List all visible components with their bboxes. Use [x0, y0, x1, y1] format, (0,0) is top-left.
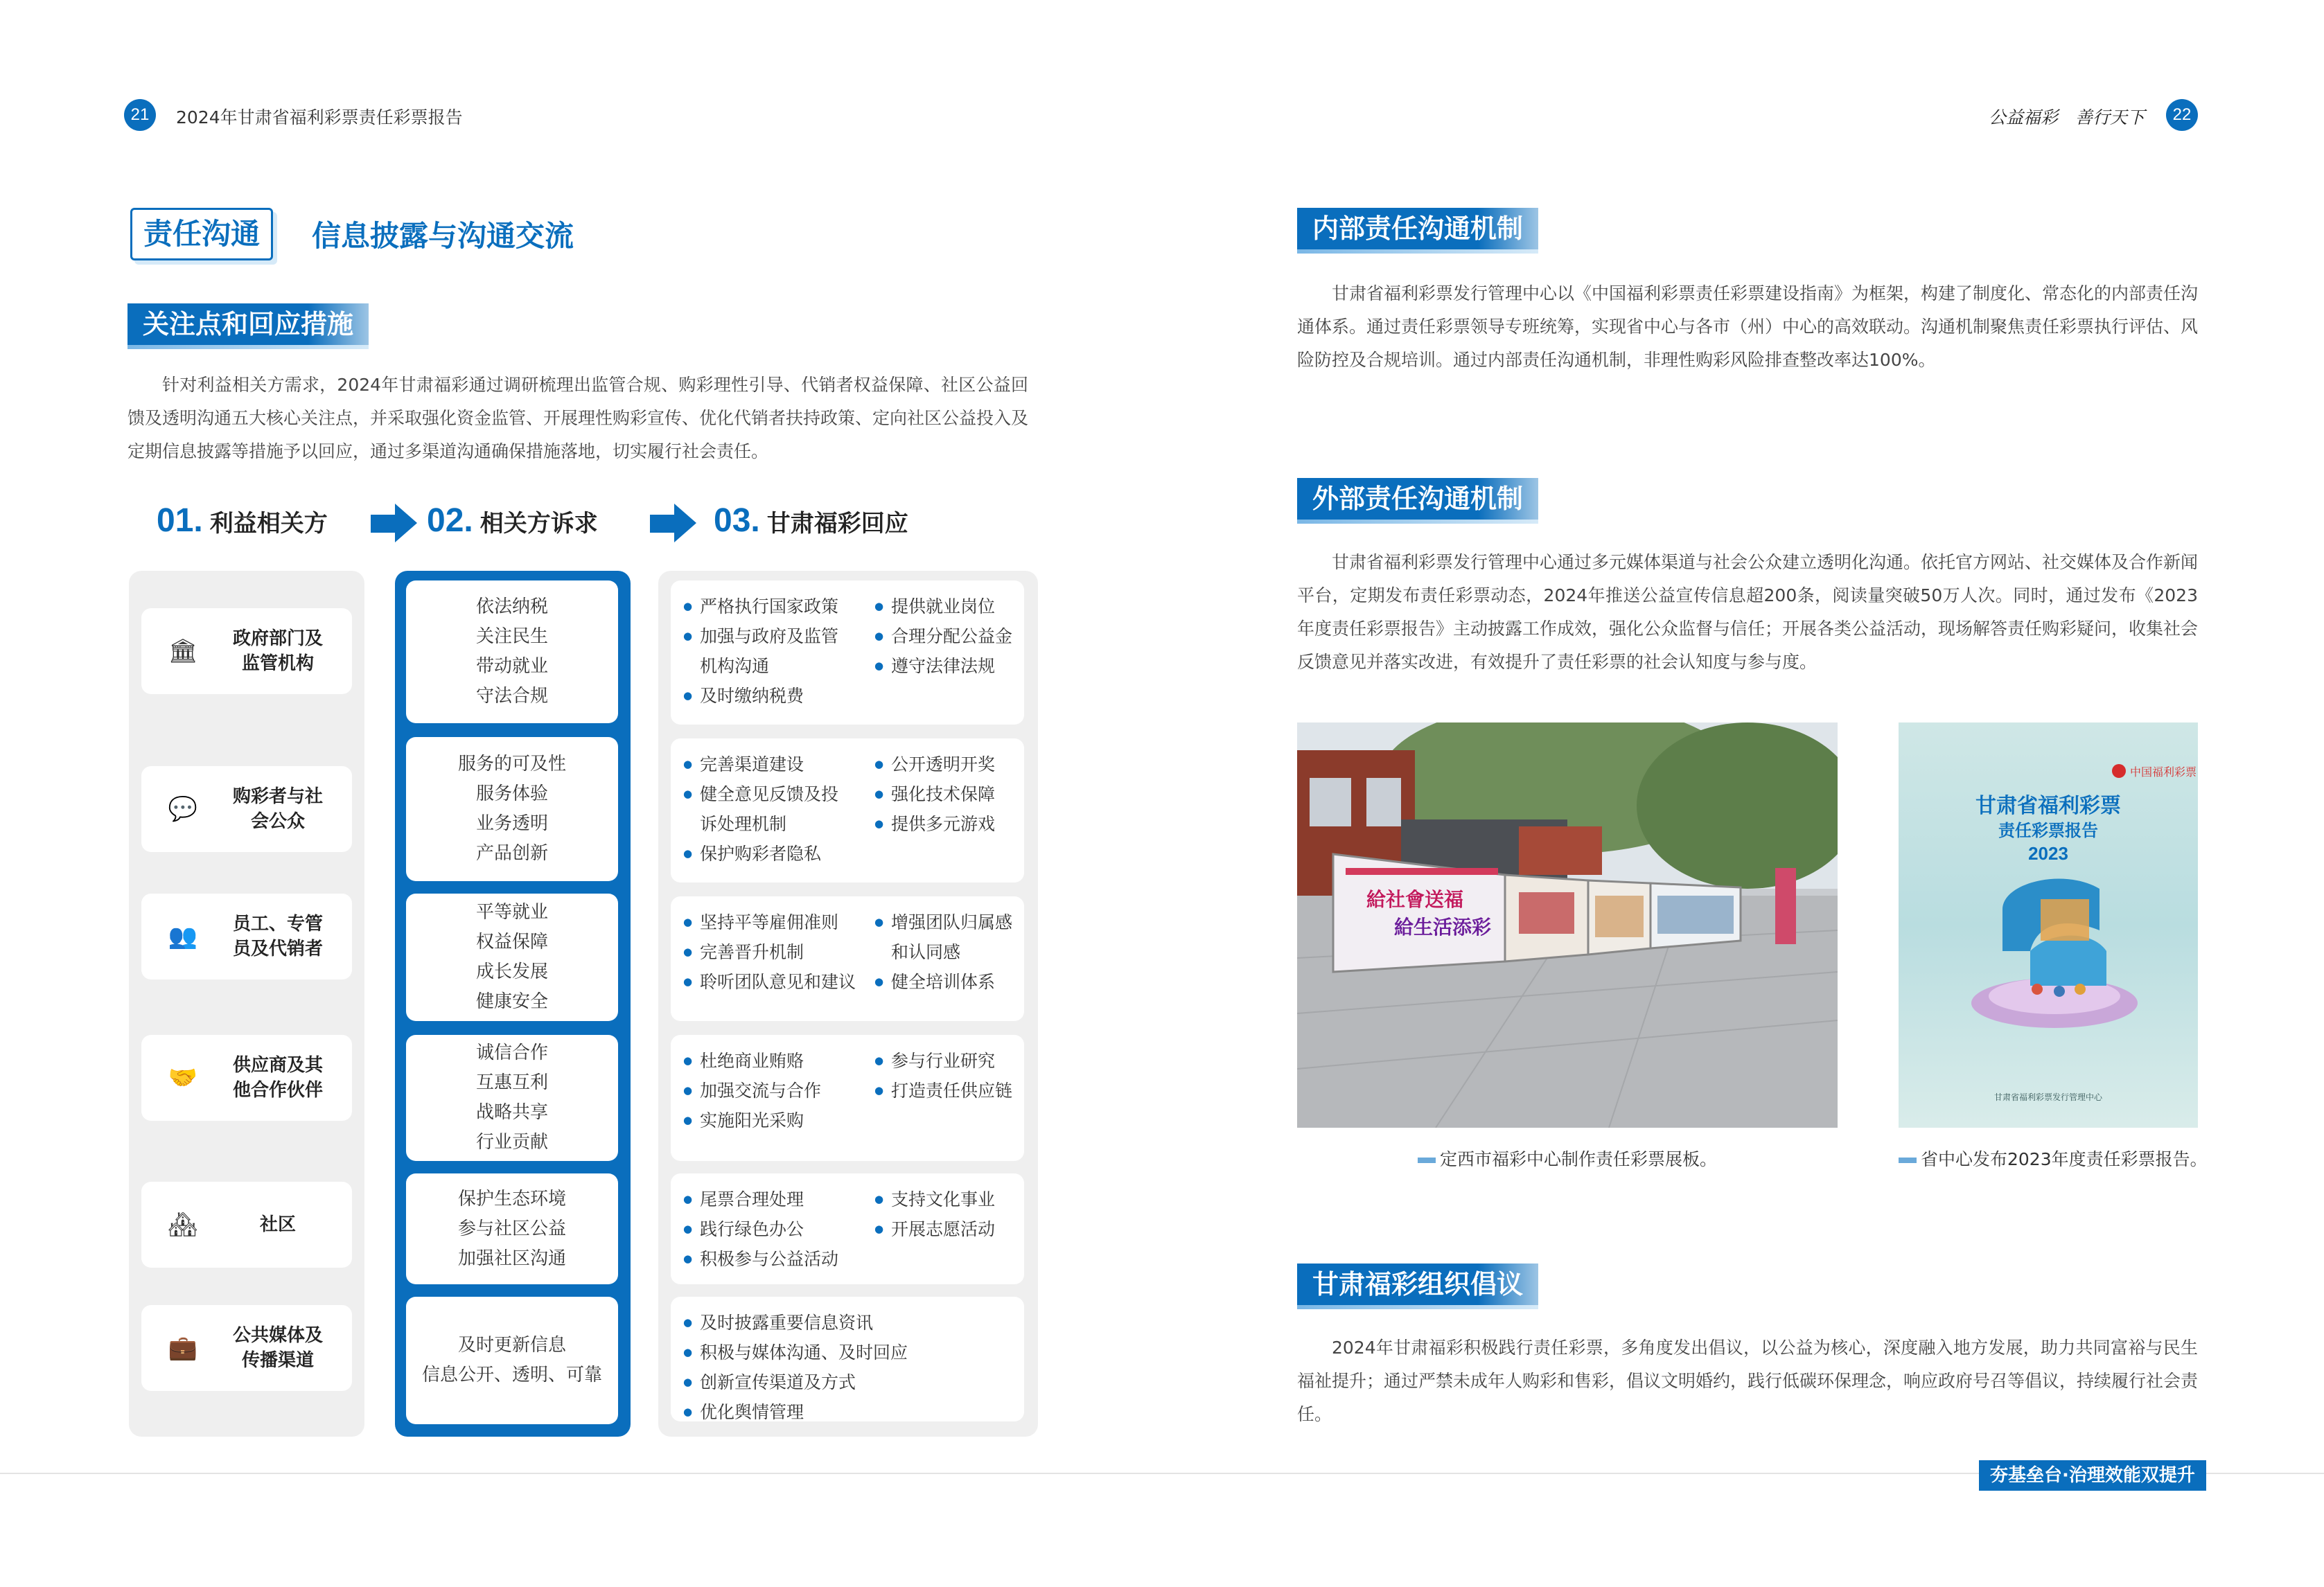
demand-card	[406, 737, 618, 881]
response-line: ● 加强交流与合作	[700, 1081, 822, 1101]
response-card	[671, 1173, 1024, 1284]
response-card	[671, 580, 1024, 725]
demand-item: 产品创新	[475, 843, 548, 864]
report-title-header: 2024年甘肃省福利彩票责任彩票报告	[176, 107, 463, 127]
right-page-number: 22	[2166, 99, 2198, 131]
demand-item: 关注民生	[475, 626, 548, 647]
response-item	[700, 681, 804, 711]
demand-card	[406, 894, 618, 1021]
demand-item: 行业贡献	[475, 1132, 548, 1153]
demand-item: 平等就业	[475, 902, 548, 923]
response-line: ● 强化技术保障	[891, 784, 996, 804]
response-line: ● 积极与媒体沟通、及时回应	[700, 1342, 908, 1363]
response-item	[700, 1046, 804, 1076]
response-line: ● 打造责任供应链	[891, 1081, 1013, 1101]
stakeholder-card	[141, 894, 352, 979]
response-item	[700, 967, 856, 997]
response-line: ● 创新宣传渠道及方式	[700, 1372, 856, 1392]
stakeholder-card	[141, 1305, 352, 1391]
step-arrow-1-bar	[371, 515, 396, 533]
stakeholder-card	[141, 608, 352, 694]
stakeholder-name: 社区	[259, 1214, 296, 1235]
step-3-number: 03.	[714, 502, 760, 539]
internal-mechanism-text: 甘肃省福利彩票发行管理中心以《中国福利彩票责任彩票建设指南》为框架，构建了制度化、常态化的内部责任沟通体系。通过责任彩票领导专班统筹，实现省中心与各市（州）中心的高效联动。沟通机制聚焦责任彩票执行评估、风险防控及合规培训。通过内部责任沟通机制，非理性购彩风险排查整改率达100%。	[1297, 283, 2199, 370]
response-line: ● 提供多元游戏	[891, 814, 996, 834]
demand-item: 带动就业	[475, 656, 548, 677]
response-line: ● 合理分配公益金	[891, 626, 1013, 646]
government-building-icon: 🏛	[168, 637, 198, 665]
response-line: ● 加强与政府及监管	[700, 626, 839, 646]
response-line: ● 及时缴纳税费	[700, 686, 804, 706]
response-item	[891, 750, 995, 779]
step-3	[714, 502, 908, 540]
response-line: ● 支持文化事业	[891, 1189, 996, 1209]
demand-item: 战略共享	[475, 1102, 548, 1123]
initiative-text: 2024年甘肃福彩积极践行责任彩票，多角度发出倡议，以公益为核心，深度融入地方发展，助力共同富裕与民生福祉提升；通过严禁未成年人购彩和售彩，倡议文明婚约，践行低碳环保理念，响应政府号召等倡议，持续履行社会责任。	[1297, 1338, 2199, 1424]
response-item	[700, 1338, 908, 1367]
response-line: ● 健全意见反馈及投	[700, 784, 839, 804]
footer-divider	[0, 1473, 2324, 1474]
report-cover-image	[1899, 722, 2198, 1128]
response-item	[891, 1185, 995, 1214]
step-1-label: 利益相关方	[209, 510, 328, 538]
media-briefcase-icon: 💼	[168, 1334, 198, 1362]
response-line: ● 聆听团队意见和建议	[700, 972, 856, 992]
demand-card	[406, 1173, 618, 1284]
initiative-title: 甘肃福彩组织倡议	[1297, 1264, 1538, 1305]
response-item	[891, 809, 995, 839]
response-item	[891, 779, 995, 809]
demand-item: 成长发展	[475, 961, 548, 982]
demand-item: 业务透明	[475, 813, 548, 834]
step-arrow-2-bar	[650, 515, 675, 533]
demand-card	[406, 580, 618, 723]
response-card	[671, 896, 1024, 1021]
demand-card	[406, 1297, 618, 1424]
cover-year: 2023	[2028, 843, 2068, 864]
response-line: ● 坚持平等雇佣准则	[700, 912, 839, 932]
step-2-label: 相关方诉求	[479, 510, 598, 538]
response-line: ● 及时披露重要信息资讯	[700, 1313, 874, 1333]
response-item	[700, 1244, 838, 1274]
stakeholder-name: 政府部门及监管机构	[232, 628, 323, 674]
step-arrow-2-icon	[674, 504, 696, 542]
response-line: ● 遵守法律法规	[891, 656, 996, 676]
demand-item: 参与社区公益	[457, 1218, 566, 1239]
footer-tag: 夯基垒台·治理效能双提升	[1979, 1460, 2206, 1491]
response-line: ● 尾票合理处理	[700, 1189, 804, 1209]
response-item	[700, 1308, 873, 1338]
demand-item: 加强社区沟通	[457, 1248, 566, 1269]
response-line: ● 公开透明开奖	[891, 754, 996, 774]
response-line: ● 完善晋升机制	[700, 942, 804, 962]
slogan-header: 公益福彩 善行天下	[1989, 107, 2145, 127]
response-line: ● 优化舆情管理	[700, 1402, 804, 1422]
step-2	[427, 502, 598, 540]
response-line: ● 开展志愿活动	[891, 1219, 996, 1239]
community-buildings-icon: 🏘	[168, 1211, 198, 1239]
response-line: 和认同感	[891, 942, 961, 962]
response-item	[700, 1106, 804, 1135]
exhibition-photo	[1297, 722, 1838, 1128]
response-card	[671, 1297, 1024, 1421]
response-item	[700, 937, 804, 967]
main-title-text: 信息披露与沟通交流	[312, 219, 574, 253]
demand-item: 及时更新信息	[457, 1335, 566, 1356]
response-item	[891, 621, 1012, 651]
demand-item: 守法合规	[475, 686, 548, 707]
response-item	[700, 1185, 804, 1214]
cover-title-1: 甘肃省福利彩票	[1975, 794, 2121, 818]
response-line: ● 完善渠道建设	[700, 754, 804, 774]
internal-mechanism-title: 内部责任沟通机制	[1297, 208, 1538, 249]
demand-item: 服务的可及性	[457, 754, 566, 774]
demand-item: 保护生态环境	[457, 1188, 566, 1209]
response-item	[700, 1367, 856, 1397]
response-item	[700, 779, 838, 839]
response-card	[671, 738, 1024, 883]
stakeholder-name: 公共媒体及传播渠道	[232, 1325, 323, 1371]
response-item	[891, 967, 995, 997]
response-line: ● 践行绿色办公	[700, 1219, 804, 1239]
demand-item: 诚信合作	[475, 1043, 548, 1063]
cover-title-2: 责任彩票报告	[1998, 821, 2098, 840]
stakeholder-name: 员工、专管员及代销者	[232, 914, 323, 959]
stakeholder-card	[141, 1035, 352, 1121]
main-title-tag: 责任沟通	[130, 208, 273, 260]
response-item	[700, 1214, 804, 1244]
response-line: 诉处理机制	[700, 814, 787, 834]
exhibition-photo-image	[1297, 722, 1838, 1128]
step-3-label: 甘肃福彩回应	[766, 510, 908, 538]
cover-logo-text: 中国福利彩票	[2130, 767, 2197, 779]
demand-item: 互惠互利	[475, 1072, 548, 1093]
partner-handshake-icon: 🤝	[168, 1064, 198, 1092]
response-line: ● 杜绝商业贿赂	[700, 1051, 804, 1071]
response-item	[700, 907, 838, 937]
report-cover-caption-text: 省中心发布2023年度责任彩票报告。	[1921, 1149, 2208, 1169]
demand-item: 健康安全	[475, 991, 548, 1012]
response-item	[891, 1076, 1012, 1106]
external-mechanism-text: 甘肃省福利彩票发行管理中心通过多元媒体渠道与社会公众建立透明化沟通。依托官方网站、社交媒体及合作新闻平台，定期发布责任彩票动态，2024年推送公益宣传信息超200条，阅读量突破50万人次。同时，通过发布《2023年度责任彩票报告》主动披露工作成效，强化公众监督与信任；开展各类公益活动，现场解答责任购彩疑问，收集社会反馈意见并落实改进，有效提升了责任彩票的社会认知度与参与度。	[1297, 552, 2199, 672]
stakeholder-card	[141, 766, 352, 852]
step-2-number: 02.	[427, 502, 473, 539]
response-line: ● 参与行业研究	[891, 1051, 996, 1071]
response-item	[891, 1046, 995, 1076]
demand-item: 服务体验	[475, 783, 548, 804]
step-1	[157, 502, 328, 540]
section-title-focus: 关注点和回应措施	[127, 303, 369, 345]
response-line: 机构沟通	[700, 656, 770, 676]
report-cover-caption	[1899, 1146, 2208, 1171]
stakeholder-card	[141, 1182, 352, 1268]
left-page-number: 21	[124, 99, 156, 131]
response-line: ● 增强团队归属感	[891, 912, 1013, 932]
response-item	[700, 592, 838, 621]
response-item	[700, 750, 804, 779]
chat-bubbles-icon: 💬	[168, 795, 198, 823]
step-arrow-1-icon	[395, 504, 417, 542]
response-line: ● 严格执行国家政策	[700, 596, 839, 617]
response-item	[891, 592, 995, 621]
cover-footer-text: 甘肃省福利彩票发行管理中心	[1993, 1092, 2103, 1102]
response-item	[700, 1397, 804, 1427]
response-item	[891, 1214, 995, 1244]
response-card	[671, 1035, 1024, 1161]
response-line: ● 实施阳光采购	[700, 1110, 804, 1131]
stakeholder-name: 购彩者与社会公众	[232, 786, 323, 832]
response-line: ● 积极参与公益活动	[700, 1249, 839, 1269]
banner-text-1: 給社會送福	[1366, 888, 1464, 911]
response-line: ● 保护购彩者隐私	[700, 844, 822, 864]
exhibition-photo-caption	[1418, 1146, 1717, 1171]
report-cover-photo	[1899, 722, 2198, 1128]
demand-item: 依法纳税	[475, 596, 548, 617]
response-item	[891, 651, 995, 681]
demand-card	[406, 1035, 618, 1161]
demand-item: 信息公开、透明、可靠	[421, 1365, 602, 1385]
response-item	[700, 1076, 821, 1106]
response-item	[891, 907, 1012, 967]
intro-paragraph: 针对利益相关方需求，2024年甘肃福彩通过调研梳理出监管合规、购彩理性引导、代销者权益保障、社区公益回馈及透明沟通五大核心关注点，并采取强化资金监管、开展理性购彩宣传、优化代销者扶持政策、定向社区公益投入及定期信息披露等措施予以回应，通过多渠道沟通确保措施落地，切实履行社会责任。	[127, 375, 1029, 461]
step-1-number: 01.	[157, 502, 203, 539]
external-mechanism-title: 外部责任沟通机制	[1297, 478, 1538, 520]
staff-group-icon: 👥	[168, 923, 198, 950]
banner-text-2: 給生活添彩	[1394, 916, 1492, 939]
exhibition-caption-text: 定西市福彩中心制作责任彩票展板。	[1440, 1149, 1718, 1169]
response-item	[700, 621, 838, 681]
response-line: ● 提供就业岗位	[891, 596, 996, 617]
demand-item: 权益保障	[475, 932, 548, 952]
response-item	[700, 839, 821, 869]
stakeholder-name: 供应商及其他合作伙伴	[232, 1055, 323, 1101]
response-line: ● 健全培训体系	[891, 972, 996, 992]
